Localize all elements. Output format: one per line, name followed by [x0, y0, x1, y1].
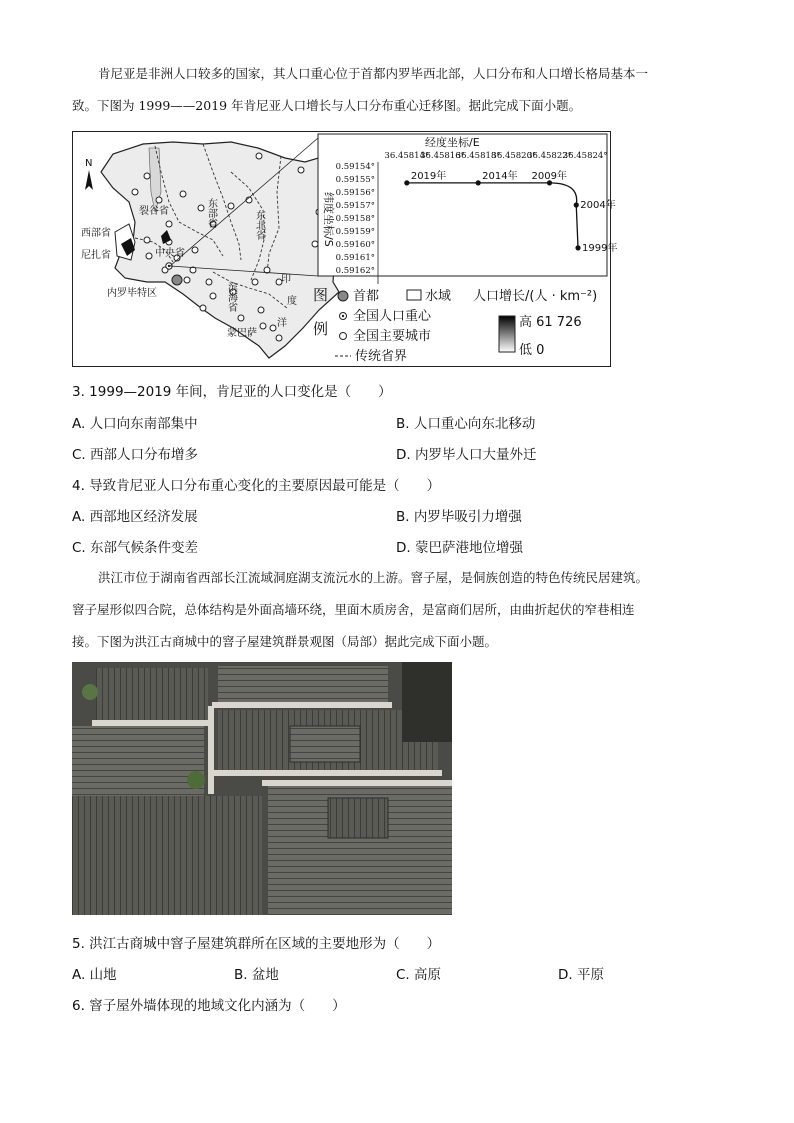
q3-option-a[interactable]: A. 人口向东南部集中 [72, 416, 198, 432]
label-nairobi-district: 内罗毕特区 [107, 288, 157, 299]
question-6-stem: 6. 窨子屋外墙体现的地域文化内涵为（ ） [72, 998, 346, 1014]
north-arrow-icon [85, 158, 93, 190]
inset-x-ticks [384, 151, 607, 161]
province-western: 西部省 [81, 228, 111, 239]
photo-svg [72, 662, 452, 915]
kenya-outline [101, 142, 341, 358]
province-nyanza: 尼扎省 [81, 250, 111, 261]
province-central: 中央省 [155, 248, 185, 259]
legend-city-icon [340, 333, 347, 340]
intro-line-1: 肯尼亚是非洲人口较多的国家，其人口重心位于首都内罗毕西北部，人口分布和人口增长格局基本一 [98, 66, 649, 81]
kenya-population-figure [72, 131, 618, 367]
y-tick-label: 0.59160° [335, 240, 375, 250]
q5-option-a[interactable]: A. 山地 [72, 967, 117, 983]
intro-paragraph-hongjiang [72, 562, 732, 658]
q5-option-b[interactable]: B. 盆地 [234, 967, 279, 983]
centroid-point-2004年 [574, 202, 579, 207]
y-tick-label: 0.59156° [335, 188, 375, 198]
y-tick-label: 0.59154° [335, 162, 375, 172]
x-tick-label: 36.45816° [420, 151, 465, 161]
intro2-line-3: 接。下图为洪江古商城中的窨子屋建筑群景观图（局部）据此完成下面小题。 [72, 634, 498, 649]
q4-option-b[interactable]: B. 内罗毕吸引力增强 [396, 509, 522, 525]
x-tick-label: 36.45822° [527, 151, 572, 161]
question-4-stem: 4. 导致肯尼亚人口分布重心变化的主要原因最可能是（ ） [72, 478, 441, 494]
q4-option-d[interactable]: D. 蒙巴萨港地位增强 [396, 540, 523, 556]
question-3-stem: 3. 1999—2019 年间，肯尼亚的人口变化是（ ） [72, 384, 392, 400]
legend-centre-label: 全国人口重心 [353, 309, 432, 324]
province-eastern: 东部省 [205, 198, 217, 228]
intro-paragraph-kenya [72, 58, 732, 122]
x-tick-label: 36.45820° [491, 151, 537, 161]
legend-high-label: 高 61 726 [519, 315, 582, 330]
inset-y-title: 纬度坐标/S [322, 192, 335, 247]
centroid-year-label: 2004年 [580, 200, 616, 211]
x-tick-label: 36.45818° [455, 151, 501, 161]
legend-capital-label: 首都 [353, 289, 380, 304]
x-tick-label: 36.45824° [562, 151, 608, 161]
y-tick-label: 0.59161° [335, 253, 375, 263]
inset-top-title: 经度坐标/E [425, 136, 480, 149]
figure-svg [73, 132, 618, 366]
capital-nairobi-icon [172, 275, 182, 285]
centroid-year-label: 2014年 [482, 170, 518, 182]
legend-water-icon [407, 290, 421, 300]
legend-gradient-bar [499, 316, 515, 352]
q3-option-c[interactable]: C. 西部人口分布增多 [72, 447, 199, 463]
legend-border-label: 传统省界 [355, 349, 408, 364]
legend-centre-icon [340, 313, 347, 320]
label-mombasa: 蒙巴萨 [227, 328, 257, 339]
question-5-stem: 5. 洪江古商城中窨子屋建筑群所在区域的主要地形为（ ） [72, 936, 441, 952]
legend-water-label: 水域 [425, 289, 452, 304]
intro-line-2: 致。下图为 1999——2019 年肯尼亚人口增长与人口分布重心迁移图。据此完成下面小题。 [72, 98, 582, 113]
intro2-line-1: 洪江市位于湖南省西部长江流域洞庭湖支流沅水的上游。窨子屋，是侗族创造的特色传统民居建筑。 [98, 570, 649, 585]
q5-option-d[interactable]: D. 平原 [558, 967, 604, 983]
legend-capital-icon [338, 291, 348, 301]
centroid-point-2014年 [476, 180, 481, 185]
centroid-year-label: 2009年 [531, 170, 567, 182]
centroid-point-1999年 [575, 245, 580, 250]
x-tick-label: 36.45814° [384, 151, 430, 161]
centroid-year-label: 1999年 [582, 242, 618, 254]
yinzi-house-photo [72, 662, 452, 915]
legend-growth-label: 人口增长/(人 · km⁻²) [473, 289, 598, 304]
y-tick-label: 0.59159° [335, 227, 375, 237]
legend-low-label: 低 0 [519, 343, 545, 358]
q5-option-c[interactable]: C. 高原 [396, 967, 442, 983]
y-tick-label: 0.59158° [335, 214, 375, 224]
north-label: N [85, 158, 93, 169]
legend-title-2: 例 [313, 320, 329, 338]
province-northeastern: 东北省 [253, 210, 265, 240]
legend-city-label: 全国主要城市 [353, 329, 432, 344]
y-tick-label: 0.59157° [335, 201, 375, 211]
label-ocean-2: 度 [287, 296, 297, 307]
province-coast: 滨海省 [225, 282, 237, 312]
legend [313, 286, 597, 364]
q4-option-c[interactable]: C. 东部气候条件变差 [72, 540, 199, 556]
y-tick-label: 0.59155° [335, 175, 375, 185]
province-eastern-vertical [206, 197, 218, 229]
centroid-year-label: 2019年 [410, 170, 447, 182]
inset-y-ticks [336, 162, 378, 284]
q4-option-a[interactable]: A. 西部地区经济发展 [72, 509, 198, 525]
centroid-point-2019年 [404, 180, 409, 185]
label-ocean-1: 印 [281, 274, 291, 285]
q3-option-d[interactable]: D. 内罗毕人口大量外迁 [396, 447, 537, 463]
intro2-line-2: 窨子屋形似四合院，总体结构是外面高墙环绕，里面木质房舍，是富商们居所，由曲折起伏的窄巷相连 [72, 602, 635, 617]
y-tick-label: 0.59162° [335, 266, 375, 276]
q3-option-b[interactable]: B. 人口重心向东北移动 [396, 416, 536, 432]
legend-title-1: 图 [313, 286, 329, 304]
label-ocean-3: 洋 [277, 318, 287, 329]
province-rift-valley: 裂谷省 [139, 206, 169, 217]
